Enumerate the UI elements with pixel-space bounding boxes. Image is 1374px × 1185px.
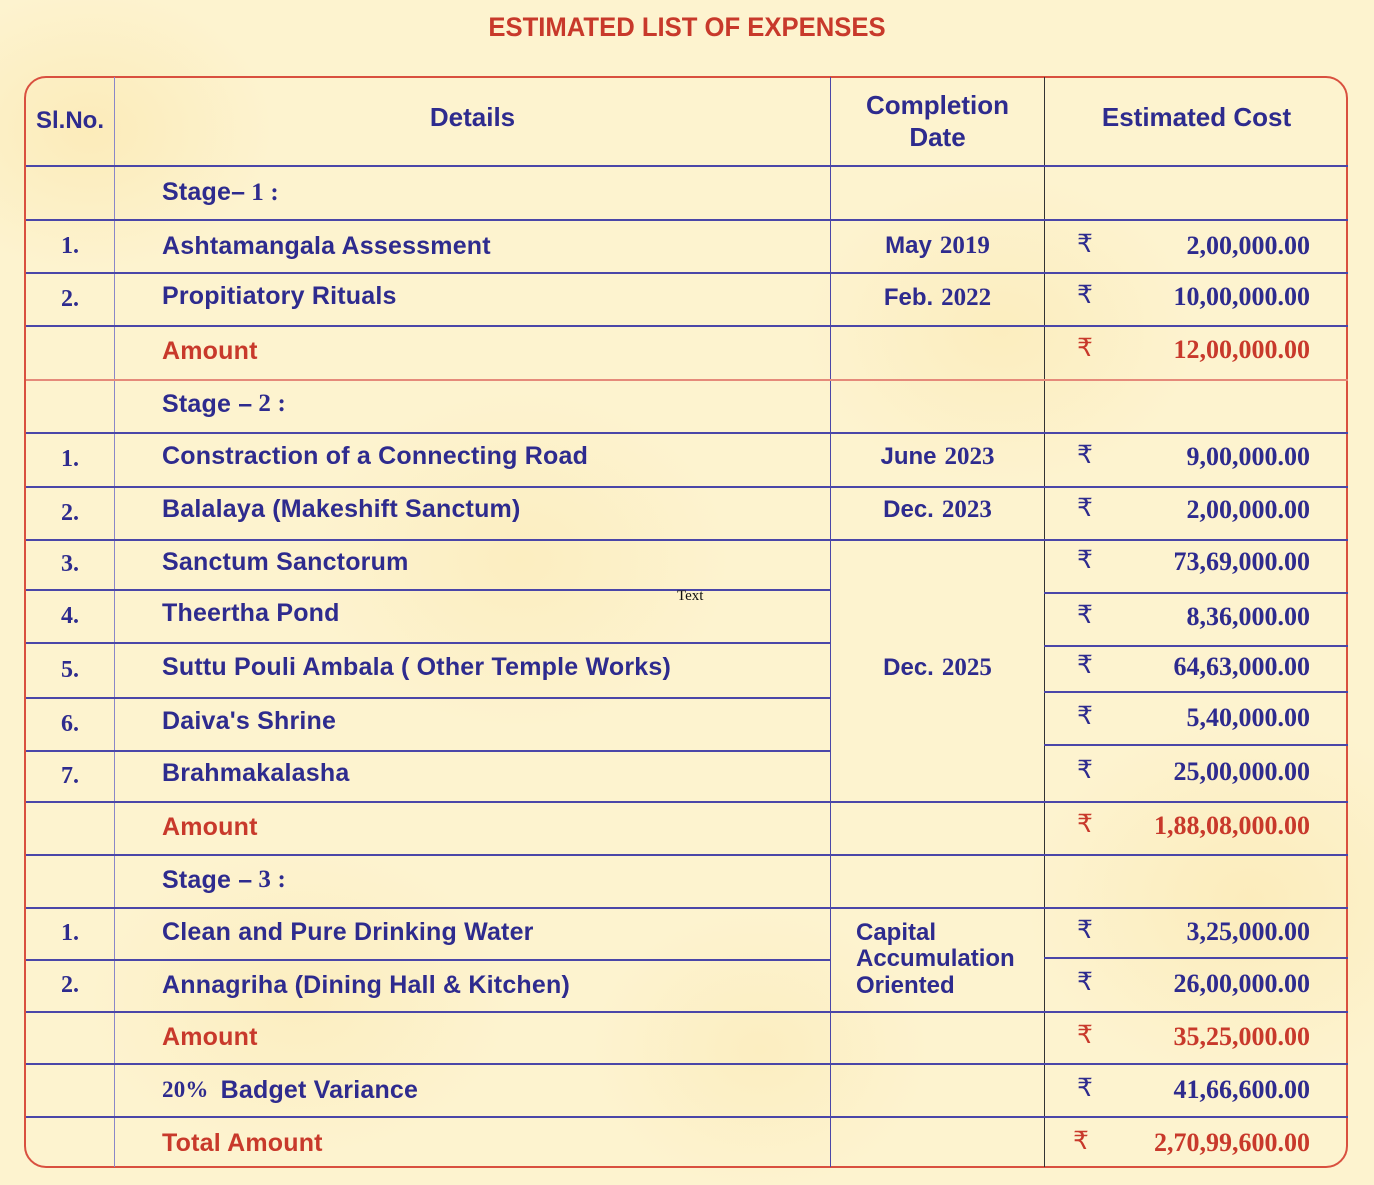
rupee-icon: ₹ xyxy=(1077,440,1093,470)
sl-number: 1. xyxy=(61,446,79,472)
item-cost: ₹ 73,69,000.00 xyxy=(1077,545,1310,576)
stage-3-label: Stage – 3 : xyxy=(162,865,287,894)
stage-1-label: Stage– 1 : xyxy=(162,178,279,206)
stage-2-group-date: Dec. 2025 xyxy=(883,653,992,681)
item-detail: Balalaya (Makeshift Sanctum) xyxy=(162,495,521,523)
item-date: Dec. 2023 xyxy=(883,496,992,523)
rupee-icon: ₹ xyxy=(1077,279,1093,309)
item-cost: ₹ 10,00,000.00 xyxy=(1077,279,1310,311)
header-completion-line1: Completion xyxy=(866,90,1009,121)
item-detail: Ashtamangala Assessment xyxy=(162,231,491,260)
item-cost: ₹ 64,63,000.00 xyxy=(1077,650,1310,681)
item-detail: Daiva's Shrine xyxy=(162,706,337,735)
item-cost: ₹ 25,00,000.00 xyxy=(1077,755,1310,786)
rupee-icon: ₹ xyxy=(1073,1126,1089,1156)
stage-3-amount: ₹ 35,25,000.00 xyxy=(1077,1020,1310,1051)
item-cost: ₹ 8,36,000.00 xyxy=(1077,600,1310,631)
rupee-icon: ₹ xyxy=(1077,967,1093,997)
rupee-icon: ₹ xyxy=(1077,915,1093,945)
header-details: Details xyxy=(429,102,516,133)
item-date: June 2023 xyxy=(880,443,995,470)
sl-number: 5. xyxy=(61,656,79,683)
sl-number: 2. xyxy=(61,285,79,312)
stray-text-label: Text xyxy=(677,588,704,604)
item-detail: Clean and Pure Drinking Water xyxy=(162,917,534,946)
sl-number: 1. xyxy=(61,232,79,259)
item-cost: ₹ 5,40,000.00 xyxy=(1077,701,1310,732)
stage-1-amount: ₹ 12,00,000.00 xyxy=(1077,333,1310,364)
rupee-icon: ₹ xyxy=(1077,333,1093,363)
header-sl-no: Sl.No. xyxy=(35,107,104,135)
stage-2-amount: ₹ 1,88,08,000.00 xyxy=(1077,809,1310,840)
item-cost: ₹ 3,25,000.00 xyxy=(1077,915,1310,946)
rupee-icon: ₹ xyxy=(1077,809,1093,839)
header-completion-date xyxy=(831,78,1044,165)
item-cost: ₹ 2,00,000.00 xyxy=(1077,229,1310,260)
sl-number: 2. xyxy=(61,499,79,526)
header-completion-line2: Date xyxy=(909,121,966,152)
sl-number: 1. xyxy=(61,920,79,946)
item-detail: Suttu Pouli Ambala ( Other Temple Works) xyxy=(162,652,671,681)
rupee-icon: ₹ xyxy=(1077,701,1093,731)
total-amount-label: Total Amount xyxy=(162,1128,323,1157)
rupee-icon: ₹ xyxy=(1077,1020,1093,1050)
rupee-icon: ₹ xyxy=(1077,650,1093,680)
item-detail: Propitiatory Rituals xyxy=(162,282,397,310)
total-amount: ₹ 2,70,99,600.00 xyxy=(1073,1126,1310,1157)
stage-2-label: Stage – 2 : xyxy=(162,389,287,418)
sl-number: 4. xyxy=(61,602,79,629)
item-date: May 2019 xyxy=(885,232,990,259)
sl-number: 6. xyxy=(61,710,79,737)
sl-number: 2. xyxy=(61,972,79,998)
item-detail: Annagriha (Dining Hall & Kitchen) xyxy=(162,970,570,999)
rupee-icon: ₹ xyxy=(1077,1073,1093,1103)
variance-cost: ₹ 41,66,600.00 xyxy=(1077,1073,1310,1104)
rupee-icon: ₹ xyxy=(1077,600,1093,630)
stage-1-amount-label: Amount xyxy=(162,336,258,365)
item-detail: Sanctum Sanctorum xyxy=(162,547,409,576)
page-title: ESTIMATED LIST OF EXPENSES xyxy=(488,12,886,42)
rupee-icon: ₹ xyxy=(1077,229,1093,259)
stage-3-group-date: Capital Accumulation Oriented xyxy=(856,918,1015,999)
item-detail: Brahmakalasha xyxy=(162,758,350,787)
header-estimated-cost: Estimated Cost xyxy=(1101,102,1292,133)
sl-number: 7. xyxy=(61,762,79,789)
variance-label: 20% Badget Variance xyxy=(162,1075,419,1104)
item-cost: ₹ 9,00,000.00 xyxy=(1077,440,1310,471)
rupee-icon: ₹ xyxy=(1077,545,1093,575)
item-detail: Theertha Pond xyxy=(162,599,340,627)
item-cost: ₹ 2,00,000.00 xyxy=(1077,493,1310,524)
item-detail: Constraction of a Connecting Road xyxy=(162,441,589,470)
sl-number: 3. xyxy=(61,551,79,577)
stage-2-amount-label: Amount xyxy=(162,812,258,841)
item-cost: ₹ 26,00,000.00 xyxy=(1077,967,1310,998)
rupee-icon: ₹ xyxy=(1077,755,1093,785)
item-date: Feb. 2022 xyxy=(883,283,992,311)
rupee-icon: ₹ xyxy=(1077,493,1093,523)
stage-3-amount-label: Amount xyxy=(162,1022,258,1051)
